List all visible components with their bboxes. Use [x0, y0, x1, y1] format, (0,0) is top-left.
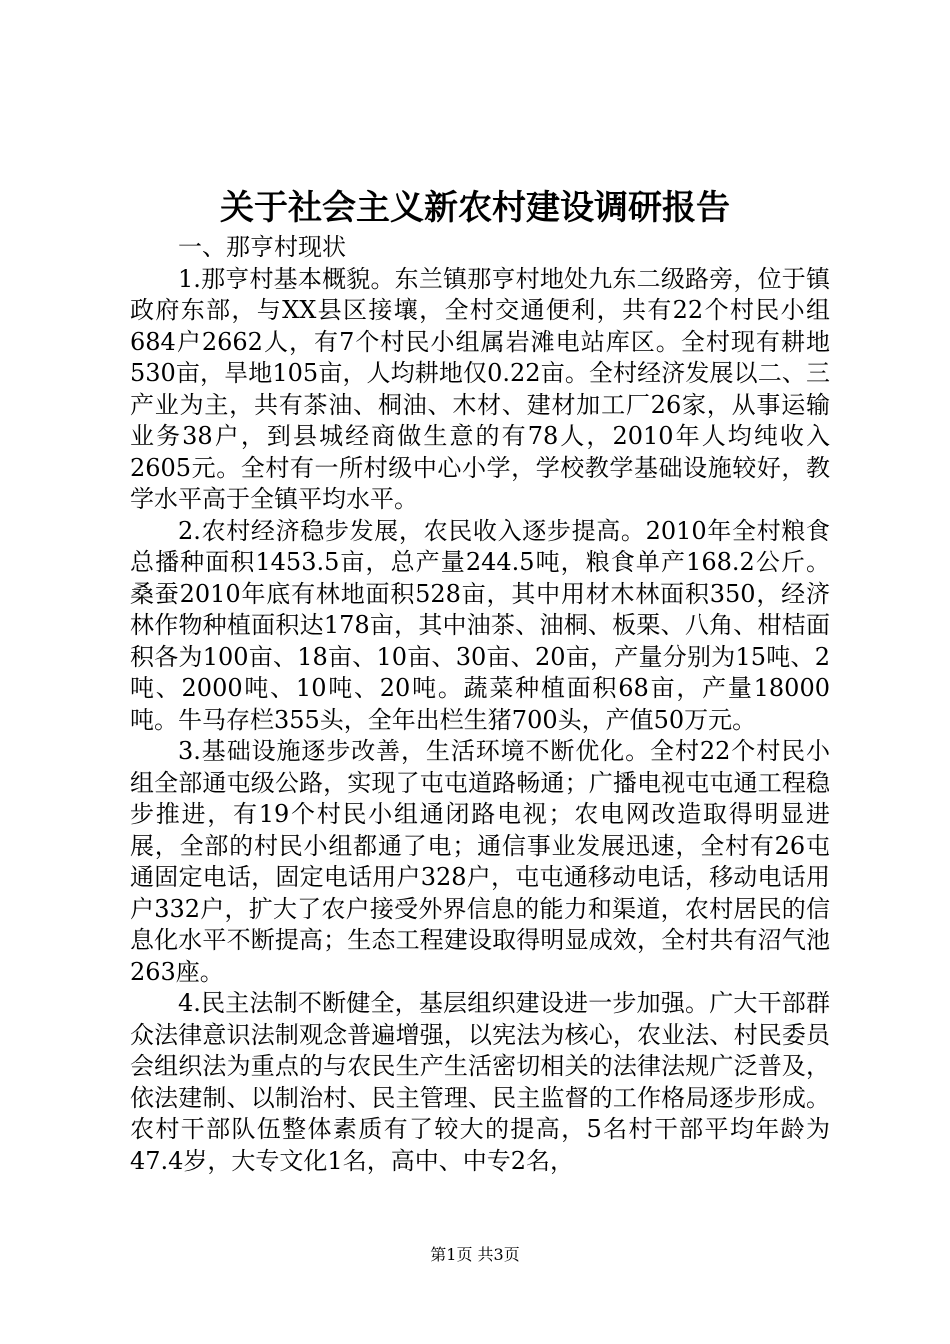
document-title: 关于社会主义新农村建设调研报告 — [220, 188, 730, 228]
paragraph-2: 2.农村经济稳步发展，农民收入逐步提高。2010年全村粮食总播种面积1453.5亩，总产量244.5吨，粮食单产168.2公斤。桑蚕2010年底有林地面积528亩，其中用材木林面积350，经济林作物种植面积达178亩，其中油茶、油桐、板栗、八角、柑桔面积各为100亩、18亩、10亩、30亩、20亩，产量分别为15吨、2吨、2000吨、10吨、20吨。蔬菜种植面积68亩，产量18000吨。牛马存栏355头，全年出栏生猪700头，产值50万元。 — [130, 516, 830, 734]
section-heading: 一、那亨村现状 — [178, 233, 346, 261]
paragraph-4: 4.民主法制不断健全，基层组织建设进一步加强。广大干部群众法律意识法制观念普遍增强，以宪法为核心，农业法、村民委员会组织法为重点的与农民生产生活密切相关的法律法规广泛普及，依法建制、以制治村、民主管理、民主监督的工作格局逐步形成。农村干部队伍整体素质有了较大的提高，5名村干部平均年龄为47.4岁，大专文化1名，高中、中专2名， — [130, 989, 830, 1175]
paragraph-1: 1.那亨村基本概貌。东兰镇那亨村地处九东二级路旁，位于镇政府东部，与XX县区接壤，全村交通便利，共有22个村民小组684户2662人，有7个村民小组属岩滩电站库区。全村现有耕地530亩，旱地105亩，人均耕地仅0.22亩。全村经济发展以二、三产业为主，共有茶油、桐油、木材、建材加工厂26家，从事运输业务38户，到县城经商做生意的有78人，2010年人均纯收入2605元。全村有一所村级中心小学，学校教学基础设施较好，教学水平高于全镇平均水平。 — [130, 264, 830, 513]
paragraph-3: 3.基础设施逐步改善，生活环境不断优化。全村22个村民小组全部通屯级公路，实现了屯屯道路畅通；广播电视屯屯通工程稳步推进，有19个村民小组通闭路电视；农电网改造取得明显进展，全部的村民小组都通了电；通信事业发展迅速，全村有26屯通固定电话，固定电话用户328户，屯屯通移动电话，移动电话用户332户，扩大了农户接受外界信息的能力和渠道，农村居民的信息化水平不断提高；生态工程建设取得明显成效，全村共有沼气池263座。 — [130, 737, 830, 986]
page-footer: 第1页 共3页 — [430, 1245, 520, 1264]
document-body — [130, 232, 830, 1177]
